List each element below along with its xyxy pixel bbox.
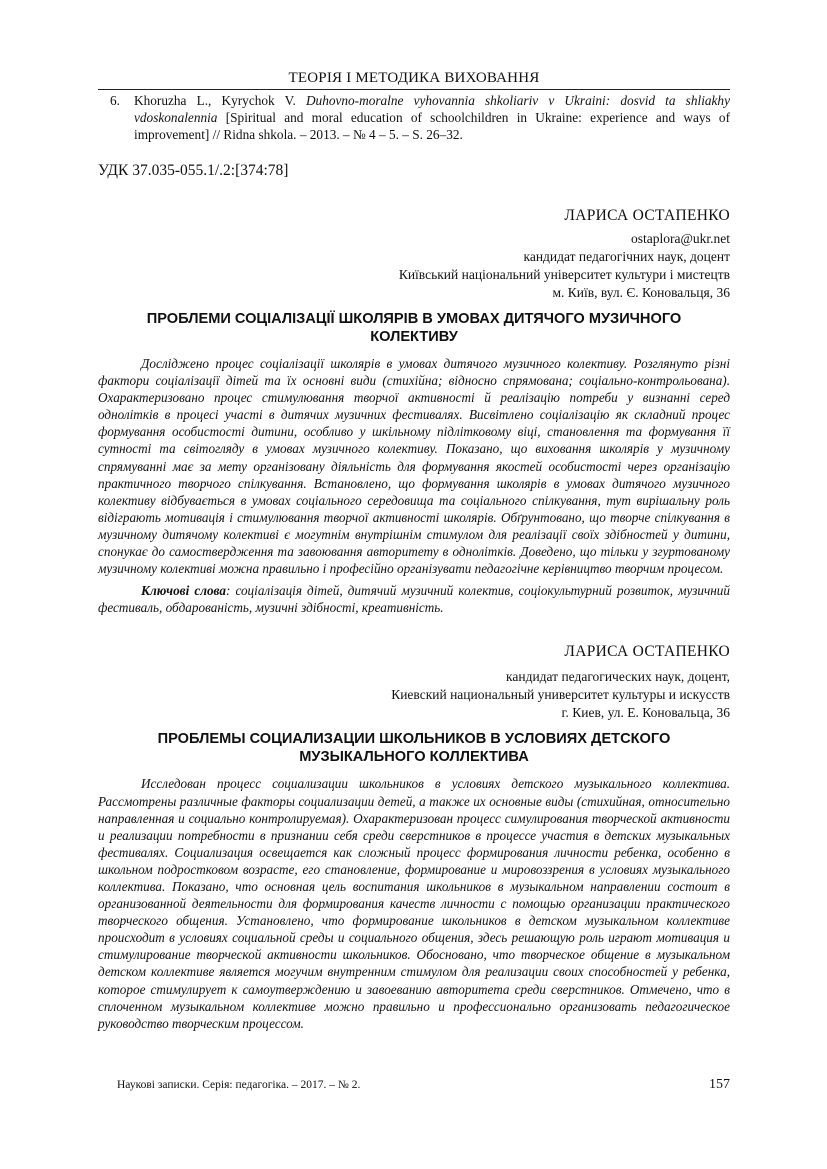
running-head: ТЕОРІЯ І МЕТОДИКА ВИХОВАННЯ bbox=[98, 70, 730, 90]
author-name-ru: ЛАРИСА ОСТАПЕНКО bbox=[564, 643, 730, 661]
udc-code: УДК 37.035-055.1/.2:[374:78] bbox=[98, 162, 289, 179]
keywords-label: Ключові слова bbox=[141, 583, 226, 599]
author-university-ua: Київський національний університет культури і мистецтв bbox=[398, 267, 730, 282]
article-title-ru: ПРОБЛЕМЫ СОЦИАЛИЗАЦИИ ШКОЛЬНИКОВ В УСЛОВИЯХ ДЕТСКОГО МУЗЫКАЛЬНОГО КОЛЛЕКТИВА bbox=[157, 731, 671, 766]
author-address-ru: г. Киев, ул. Е. Коновальца, 36 bbox=[561, 705, 730, 721]
author-address-ua: м. Київ, вул. Є. Коновальця, 36 bbox=[552, 285, 730, 300]
reference-rest: [Spiritual and moral education of schoolchildren in Ukraine: experience and ways of improvement] // Ridna shkola. – 2013. – № 4 – 5. – S. 26–32. bbox=[134, 110, 730, 142]
keywords-text: : соціалізація дітей, дитячий музичний колектив, соціокультурний розвиток, музичний фестиваль, обдарованість, музичні здібності, креативність. bbox=[98, 583, 730, 616]
author-degree-ua: кандидат педагогічних наук, доцент bbox=[523, 249, 730, 264]
affiliation-ru bbox=[98, 668, 730, 722]
article-title-ua: ПРОБЛЕМИ СОЦІАЛІЗАЦІЇ ШКОЛЯРІВ В УМОВАХ ДИТЯЧОГО МУЗИЧНОГО КОЛЕКТИВУ bbox=[146, 311, 682, 345]
reference-item bbox=[98, 92, 730, 143]
keywords-ua bbox=[98, 582, 730, 616]
reference-text bbox=[124, 92, 730, 143]
author-degree-ru: кандидат педагогических наук, доцент, bbox=[506, 669, 730, 685]
page-footer bbox=[117, 1077, 730, 1093]
reference-authors: Khoruzha L., Kyrychok V. bbox=[134, 93, 306, 108]
author-university-ru: Киевский национальный университет культуры и искусств bbox=[391, 687, 730, 703]
affiliation-ua bbox=[98, 230, 730, 302]
journal-citation: Наукові записки. Серія: педагогіка. – 2017. – № 2. bbox=[117, 1079, 361, 1091]
author-email[interactable]: ostaplora@ukr.net bbox=[630, 231, 730, 246]
abstract-ru: Исследован процесс социализации школьников в условиях детского музыкального коллектива. Рассмотрены различные факторы социализации детей, а также их основные виды (стихийная, относительно направленная и социально контролируемая). Охарактеризован процесс симулирования творческой активности и реализации потребности в признании себя среди сверстников в процессе участия в детских музыкальных фестивалях. Социализация освещается как сложный процесс формирования личности ребенка, особенно в школьном подростковом возрасте, его становление, формирование и мировоззрения в условиях музыкального коллектива. Показано, что основная цель воспитания школьников в музыкальном направлении состоит в организованной деятельности для формирования качеств личности с помощью организации практического творческого общения. Установлено, что формирование школьников в детском музыкальном коллективе происходит в условиях социальной среды и социального общения, здесь решающую роль играют мотивация и стимулирование творческой активности школьников. Обосновано, что творческое общение в музыкальном детском коллективе является могучим внутренним стимулом для реализации своих способностей у ребенка, которое стимулирует к самоутверждению и завоеванию авторитета среди сверстников. Отмечено, что в сплоченном музыкальном коллективе можно правильно и профессионально организовать педагогическое руководство творческим процессом. bbox=[98, 776, 730, 1031]
page-number: 157 bbox=[709, 1077, 730, 1092]
author-name-ua: ЛАРИСА ОСТАПЕНКО bbox=[564, 207, 730, 224]
reference-title: Duhovno-moralne vyhovannia shkoliariv v Ukraini: dosvid ta shliakhy vdoskonalennia bbox=[134, 93, 730, 125]
page-content bbox=[98, 70, 730, 1032]
abstract-ua: Досліджено процес соціалізації школярів в умовах дитячого музичного колективу. Розглянуто різні фактори соціалізації дітей та їх основні види (стихійна; відносно спрямована; соціально-контрольована). Охарактеризовано процес стимулювання творчої активності й реалізацію потреби у визнанні серед однолітків в процесі участі в дитячих музичних фестивалях. Висвітлено соціалізацію як складний процес формування особистості дитини, особливо у шкільному підлітковому віці, становлення та формування її сутності та світогляду в умовах музичного колективу. Показано, що виховання школярів у музичному спрямуванні має за мету організовану діяльність для формування якостей особистості через організацію практичного творчого спілкування. Встановлено, що формування школярів в умовах дитячого музичного колективу відбувається в умовах соціального середовища та соціального спілкування, тут вирішальну роль відіграють мотивація і стимулювання творчої активності школярів. Обґрунтовано, що творче спілкування в музичному дитячому колективі є могутнім внутрішнім стимулом для реалізації своїх здібностей у дитини, спонукає до самоствердження та завоювання авторитету в однолітків. Доведено, що тільки у згуртованому музичному колективі можна правильно і професійно організувати педагогічне керівництво творчим процесом. bbox=[98, 356, 730, 577]
reference-number: 6. bbox=[110, 93, 120, 108]
